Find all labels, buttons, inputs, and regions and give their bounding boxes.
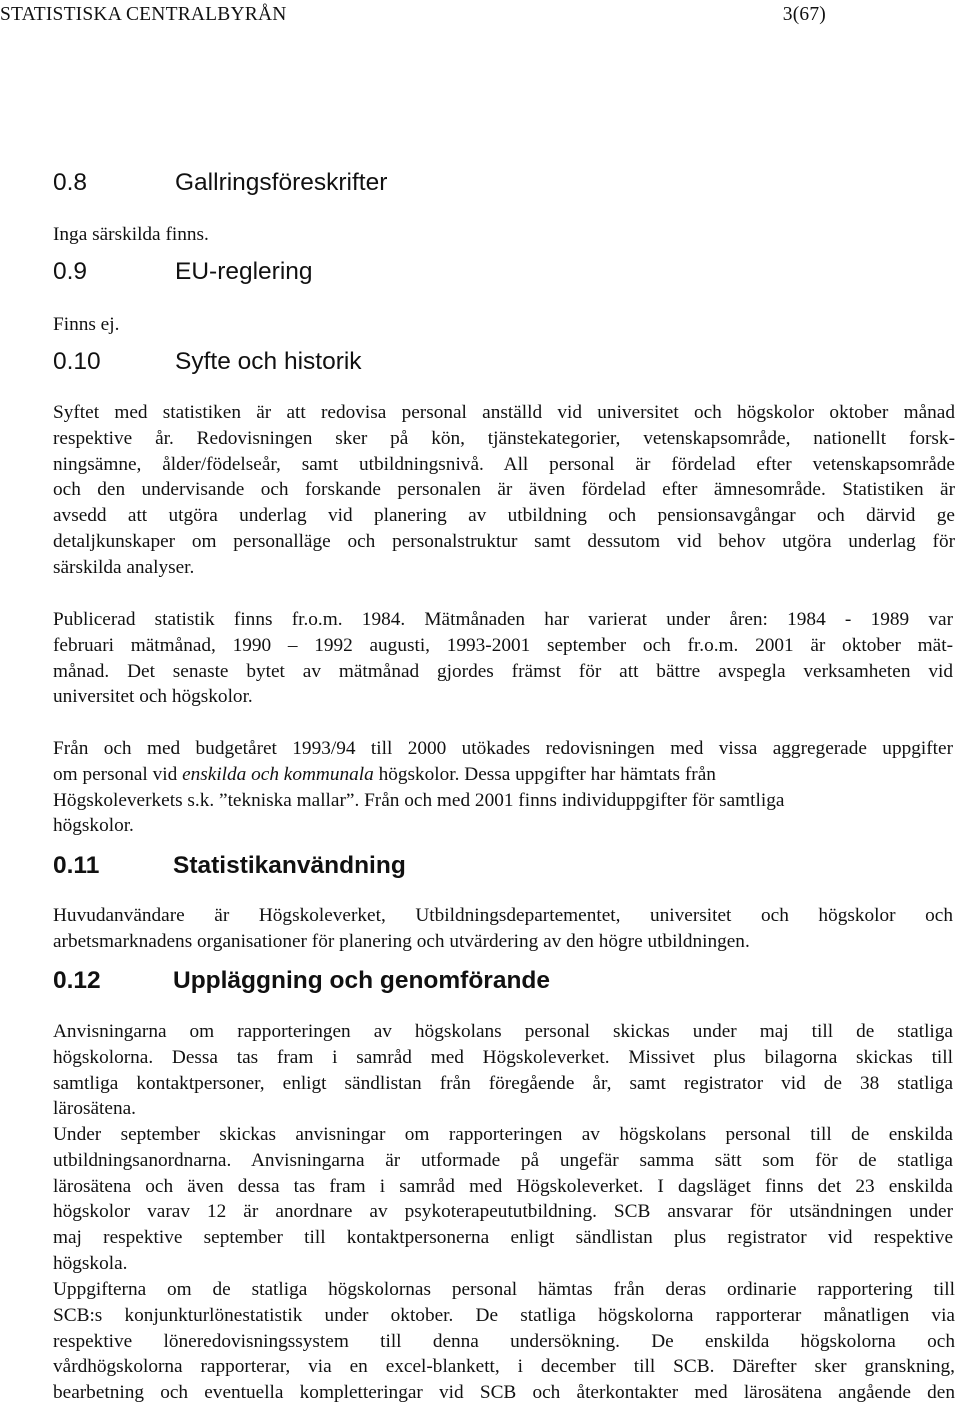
text-segment: högskolor. Dessa uppgifter har hämtats från: [373, 763, 716, 785]
section-text-0-8: [53, 222, 209, 248]
text-line: vårdhögskolorna rapporterar, via en excel-blankett, i december till SCB. Därefter sker granskning,: [53, 1356, 955, 1378]
text-line: Uppgifterna om de statliga högskolornas personal hämtas från deras ordinarie rapportering till: [53, 1279, 955, 1300]
text-line: lärosätena och även dessa tas fram i samråd med Högskoleverket. I dagsläget finns det 23 enskilda: [53, 1175, 953, 1197]
text-line: särskilda analyser.: [53, 556, 195, 578]
text-line: Finns ej.: [53, 314, 120, 335]
paragraph-uppgifterna: [53, 1277, 955, 1406]
paragraph-syfte: [53, 400, 955, 581]
section-number: 0.10: [53, 348, 101, 375]
text-line: högskola.: [53, 1252, 128, 1274]
text-line: högskolorna. Dessa tas fram i samråd med Högskoleverket. Missivet plus bilagorna skickas till: [53, 1046, 953, 1068]
text-line: detaljkunskaper om personalläge och personalstruktur samt dessutom vid behov utgöra underlag för: [53, 530, 955, 552]
page-number: 3(67): [782, 4, 826, 25]
section-number: 0.9: [53, 258, 88, 285]
text-line: februari mätmånad, 1990 – 1992 augusti, 1993-2001 september och fr.o.m. 2001 är oktober mät-: [53, 634, 953, 656]
emphasized-text: enskilda och kommunala: [182, 763, 374, 785]
section-title: Uppläggning och genomförande: [173, 967, 551, 994]
text-line: maj respektive september till kontaktpersonerna enligt sändlistan plus registrator vid respektive: [53, 1227, 953, 1249]
section-number: 0.12: [53, 967, 101, 994]
section-title: Statistikanvändning: [173, 852, 406, 879]
text-line: arbetsmarknadens organisationer för planering och utvärdering av den högre utbildningen.: [53, 930, 750, 952]
text-line: Publicerad statistik finns fr.o.m. 1984. Mätmånaden har varierat under åren: 1984 - 1989 var: [53, 609, 953, 630]
section-text-0-9: [53, 312, 119, 338]
organization-name: STATISTISKA CENTRALBYRÅN: [0, 4, 287, 25]
section-heading-0-11: [53, 851, 933, 881]
paragraph-anvisningar-statliga: [53, 1019, 953, 1122]
paragraph-publicerad: [53, 607, 953, 710]
text-line: Högskoleverkets s.k. ”tekniska mallar”. Från och med 2001 finns individuppgifter för samtliga: [53, 789, 785, 811]
text-line: högskolor.: [53, 815, 134, 837]
text-line: månad. Det senaste bytet av mätmånad gjordes främst för att bättre avspegla verksamheten vid: [53, 660, 953, 682]
paragraph-huvudanvandare: [53, 903, 953, 955]
text-line: Huvudanvändare är Högskoleverket, Utbildningsdepartementet, universitet och högskolor och: [53, 905, 953, 926]
text-line: ningsämne, ålder/födelseår, samt utbildningsnivå. All personal är fördelad efter vetenskapsområde: [53, 453, 955, 475]
text-line: respektive år. Redovisningen sker på kön, tjänstekategorier, vetenskapsområde, nationellt forsk-: [53, 427, 955, 449]
text-line: [53, 762, 953, 788]
text-line: Anvisningarna om rapporteringen av högskolans personal skickas under maj till de statliga: [53, 1021, 953, 1042]
paragraph-budgetaret: [53, 736, 953, 839]
text-line: och den undervisande och forskande personalen är även fördelad efter ämnesområde. Statistiken är: [53, 479, 955, 501]
text-line: SCB:s konjunkturlönestatistik under oktober. De statliga högskolorna rapporterar månatligen via: [53, 1304, 955, 1326]
text-line: lärosätena.: [53, 1098, 136, 1120]
text-line: avsedd att utgöra underlag vid planering av utbildning och pensionsavgångar och därvid ge: [53, 505, 955, 527]
text-line: Syftet med statistiken är att redovisa personal anställd vid universitet och högskolor oktober månad: [53, 402, 955, 423]
text-line: utbildningsanordnarna. Anvisningarna är utformade på ungefär samma sätt som för de statliga: [53, 1149, 953, 1171]
paragraph-anvisningar-enskilda: [53, 1122, 953, 1277]
text-line: bearbetning och eventuella kompletteringar vid SCB och återkontakter med lärosätena angående den: [53, 1382, 955, 1404]
section-number: 0.8: [53, 169, 88, 196]
text-line: Från och med budgetåret 1993/94 till 2000 utökades redovisningen med vissa aggregerade uppgifter: [53, 738, 953, 759]
text-segment: om personal vid: [53, 763, 183, 785]
text-line: Inga särskilda finns.: [53, 224, 209, 245]
page-header: [0, 2, 826, 28]
text-line: respektive löneredovisningssystem till denna undersökning. De enskilda högskolorna och: [53, 1330, 955, 1352]
section-heading-0-12: [53, 966, 933, 996]
section-number: 0.11: [53, 852, 100, 879]
section-heading-0-8: [53, 168, 933, 198]
text-line: Under september skickas anvisningar om rapporteringen av högskolans personal till de enskilda: [53, 1124, 953, 1145]
section-title: Syfte och historik: [175, 348, 362, 375]
section-title: Gallringsföreskrifter: [175, 169, 388, 196]
section-heading-0-9: [53, 257, 933, 287]
text-line: samtliga kontaktpersoner, enligt sändlistan från föregående år, samt registrator vid de 38 statliga: [53, 1072, 953, 1094]
section-title: EU-reglering: [175, 258, 313, 285]
text-line: högskolor varav 12 är anordnare av psykoterapeututbildning. SCB ansvarar för utsändningen under: [53, 1201, 953, 1223]
section-heading-0-10: [53, 347, 933, 377]
text-line: universitet och högskolor.: [53, 686, 253, 708]
